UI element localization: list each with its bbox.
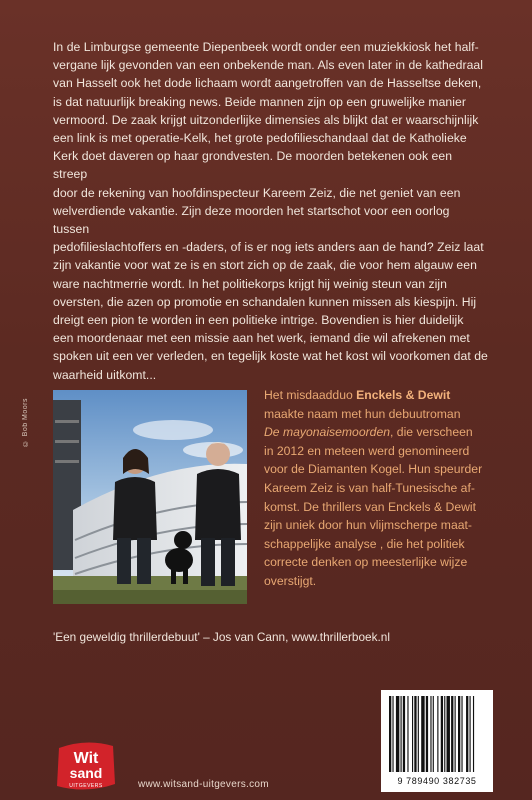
barcode-bar	[444, 696, 445, 772]
barcode-bar	[447, 696, 450, 772]
author-photo	[53, 390, 247, 604]
barcode-bar	[396, 696, 399, 772]
author-bio-line: komst. De thrillers van Enckels & Dewit	[264, 499, 476, 514]
barcode-bar	[441, 696, 443, 772]
author-bio-line: in 2012 en meteen werd genomineerd	[264, 443, 470, 458]
logo-word-top: Wit	[73, 750, 99, 767]
publisher-logo	[55, 738, 117, 794]
barcode-bar	[412, 696, 413, 772]
synopsis-line: een link is met operatie-Kelk, het grote pedofilieschandaal dat de Katholieke	[53, 131, 467, 146]
barcode-bar	[437, 696, 438, 772]
publisher-url[interactable]: www.witsand-uitgevers.com	[138, 779, 269, 790]
author-bio-line: voor de Diamanten Kogel. Hun speurder	[264, 462, 483, 477]
barcode-bar	[414, 696, 416, 772]
author-bio-line: correcte denken op meesterlijke wijze	[264, 555, 468, 570]
barcode-bar	[455, 696, 456, 772]
author-bio-line: schappelijke analyse , die het politiek	[264, 536, 465, 551]
author-bio-text: , die verscheen	[390, 425, 473, 440]
synopsis-line: een moordenaar met een missie aan het werk, iemand die wil afrekenen met	[53, 331, 470, 346]
author-bio-line	[264, 386, 504, 405]
barcode-bar	[392, 696, 393, 772]
barcode-bar	[426, 696, 428, 772]
barcode-bar	[461, 696, 462, 772]
synopsis-line: pedofilieslachtoffers en -daders, of is er nog iets anders aan de hand? Zeiz laat	[53, 240, 484, 255]
barcode-bar	[466, 696, 468, 772]
barcode-bars	[381, 690, 493, 776]
author-name: Enckels & Dewit	[356, 388, 451, 402]
synopsis-text	[53, 38, 489, 384]
barcode-bar	[401, 696, 402, 772]
synopsis-line: is dat natuurlijk breaking news. Beide mannen zijn op een gruwelijke manier	[53, 94, 466, 109]
logo-subtitle: UITGEVERS	[69, 783, 103, 789]
isbn-barcode	[381, 690, 493, 792]
barcode-bar	[470, 696, 471, 772]
logo-word-bottom: sand	[69, 765, 103, 781]
author-bio-line: zijn uniek door hun vlijmscherpe maat-	[264, 518, 472, 533]
synopsis-line: waarheid uitkomt...	[53, 367, 157, 382]
synopsis-line: vermoord. De zaak krijgt uitzonderlijke dimensies als blijkt dat er waarschijnlijk	[53, 112, 479, 127]
isbn-number: 9 789490 382735	[397, 776, 477, 786]
barcode-bar	[430, 696, 431, 772]
synopsis-line: oversten, die azen op promotie en schandalen kunnen missen als kiespijn. Hij	[53, 294, 477, 309]
synopsis-line: door de rekening van hoofdinspecteur Kareem Zeiz, die net geniet van een	[53, 185, 461, 200]
review-quote: 'Een geweldig thrillerdebuut' – Jos van Cann, www.thrillerboek.nl	[53, 630, 390, 644]
photo-credit: © Bob Moors	[22, 398, 29, 447]
author-bio-text: Het misdaadduo	[264, 388, 357, 402]
author-bio-line: Kareem Zeiz is van half-Tunesische af-	[264, 480, 475, 495]
barcode-bar	[418, 696, 419, 772]
synopsis-line: zijn vakantie voor wat ze is en stort zich op de zaak, die voor hem algauw een	[53, 258, 477, 273]
barcode-bar	[451, 696, 453, 772]
author-bio-line	[264, 423, 504, 442]
synopsis-line: welverdiende vakantie. Zijn deze moorden het startschot voor een oorlog tussen	[53, 203, 450, 237]
debut-title: De mayonaisemoorden	[264, 425, 391, 440]
publisher-logo-mark	[55, 738, 117, 794]
barcode-bar	[389, 696, 391, 772]
synopsis-line: vergane lijk gevonden van een onbekende man. Als even later in de kathedraal	[53, 58, 483, 73]
barcode-bar	[473, 696, 474, 772]
author-bio	[264, 386, 504, 591]
barcode-bar	[421, 696, 424, 772]
synopsis-line: In de Limburgse gemeente Diepenbeek wordt onder een muziekkiosk het half-	[53, 40, 479, 54]
barcode-bar	[458, 696, 460, 772]
author-bio-line: overstijgt.	[264, 573, 317, 588]
synopsis-line: spoken uit een ver verleden, en tegelijk koste wat het kost wil voorkomen dat de	[53, 349, 488, 364]
barcode-bar	[433, 696, 434, 772]
synopsis-line: ware nachtmerrie wordt. In het politiekorps krijgt hij weinig steun van zijn	[53, 276, 447, 291]
synopsis-line: Kerk doet daveren op haar grondvesten. De moorden betekenen ook een streep	[53, 149, 453, 182]
synopsis-line: dreigt een pion te worden in een politieke intrige. Bovendien is hier duidelijk	[53, 313, 464, 328]
author-photo-illustration	[53, 390, 247, 604]
author-bio-line: maakte naam met hun debuutroman	[264, 406, 461, 421]
synopsis-line: van Hasselt ook het dode lichaam wordt aangetroffen van de Hasseltse deken,	[53, 76, 482, 91]
barcode-bar	[403, 696, 405, 772]
barcode-bar	[407, 696, 408, 772]
